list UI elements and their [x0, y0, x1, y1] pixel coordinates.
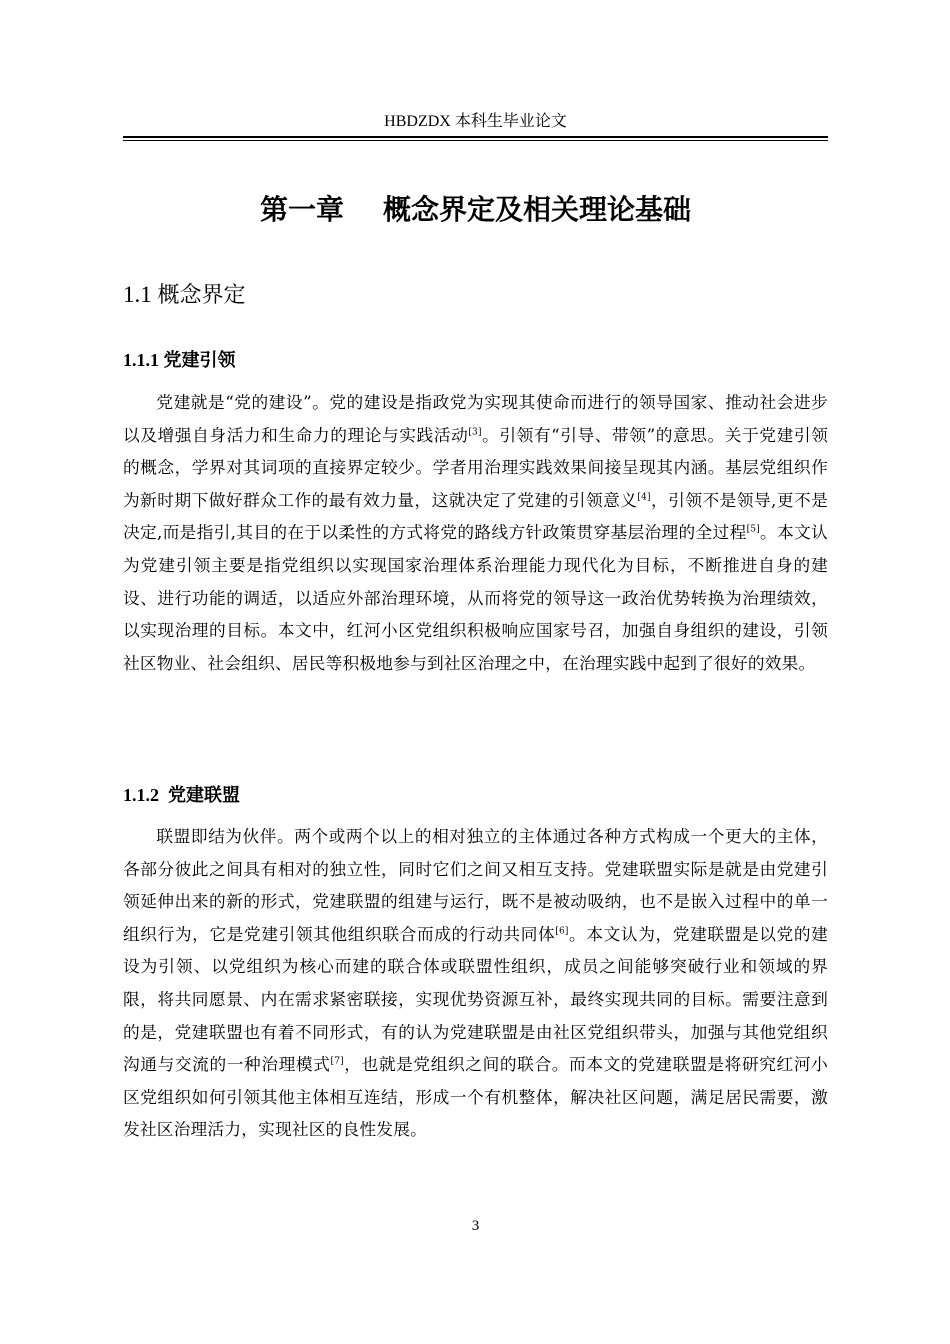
chapter-title: 第一章 概念界定及相关理论基础 — [260, 193, 691, 226]
paragraph-party-leadership — [123, 386, 828, 679]
paragraph-text: 。本文认为党建引领主要是指党组织以实现国家治理体系治理能力现代化为目标，不断推进自身的建设、进行功能的调适，以适应外部治理环境，从而将党的领导这一政治优势转换为治理绩效，以实现治理的目标。本文中，红河小区党组织积极响应国家号召，加强自身组织的建设，引领社区物业、社会组织、居民等积极地参与到社区治理之中，在治理实践中起到了很好的效果。 — [123, 522, 828, 673]
section-number: 1.1 — [123, 282, 152, 307]
page-number: 3 — [471, 1218, 480, 1234]
subsection-title: 党建联盟 — [168, 785, 240, 806]
paragraph-text: 联盟即结为伙伴。两个或两个以上的相对独立的主体通过各种方式构成一个更大的主体，各部分彼此之间具有相对的独立性，同时它们之间又相互支持。党建联盟实际是就是由党建引领延伸出来的新的形式，党建联盟的组建与运行，既不是被动吸纳，也不是嵌入过程中的单一组织行为，它是党建引领其他组织联合而成的行动共同体 — [123, 826, 828, 944]
page-header: HBDZDX 本科生毕业论文 — [384, 113, 567, 130]
citation: [4] — [637, 492, 651, 503]
subsection-title: 党建引领 — [163, 350, 236, 371]
paragraph-text: ，也就是党组织之间的联合。而本文的党建联盟是将研究红河小区党组织如何引领其他主体相互连结，形成一个有机整体，解决社区问题，满足居民需要，激发社区治理活力，实现社区的良性发展。 — [123, 1054, 828, 1140]
citation: [6] — [555, 926, 569, 937]
section-title: 概念界定 — [157, 283, 246, 308]
header-rule-thin — [123, 140, 828, 141]
citation: [7] — [330, 1056, 344, 1067]
subsection-number: 1.1.2 — [123, 785, 159, 805]
header-rule-thick — [123, 136, 828, 138]
paragraph-text: 党建就是“党的建设”。党的建设是指政党为实现其使命而进行的领导国家、推动社会进步以及增强自身活力和生命力的理论与实践活动 — [123, 392, 828, 445]
subsection-heading-1 — [123, 346, 236, 375]
citation: [5] — [746, 524, 760, 535]
citation: [3] — [468, 427, 482, 438]
subsection-number: 1.1.1 — [123, 350, 159, 370]
paragraph-text: 。引领有“引导、带领”的意思。关于党建引领的概念，学界对其词项的直接界定较少。学者用治理实践效果间接呈现其内涵。基层党组织作为新时期下做好群众工作的最有效力量，这就决定了党建的引领意义 — [123, 424, 828, 510]
paragraph-party-alliance — [123, 820, 828, 1146]
paragraph-text: ，引领不是领导,更不是决定,而是指引,其目的在于以柔性的方式将党的路线方针政策贯穿基层治理的全过程 — [123, 489, 828, 543]
paragraph-text: 。本文认为，党建联盟是以党的建设为引领、以党组织为核心而建的联合体或联盟性组织，成员之间能够突破行业和领域的界限，将共同愿景、内在需求紧密联接，实现优势资源互补，最终实现共同的目标。需要注意到的是，党建联盟也有着不同形式，有的认为党建联盟是由社区党组织带头，加强与其他党组织沟通与交流的一种治理模式 — [123, 923, 829, 1075]
section-heading — [123, 278, 246, 313]
subsection-heading-2 — [123, 781, 240, 810]
